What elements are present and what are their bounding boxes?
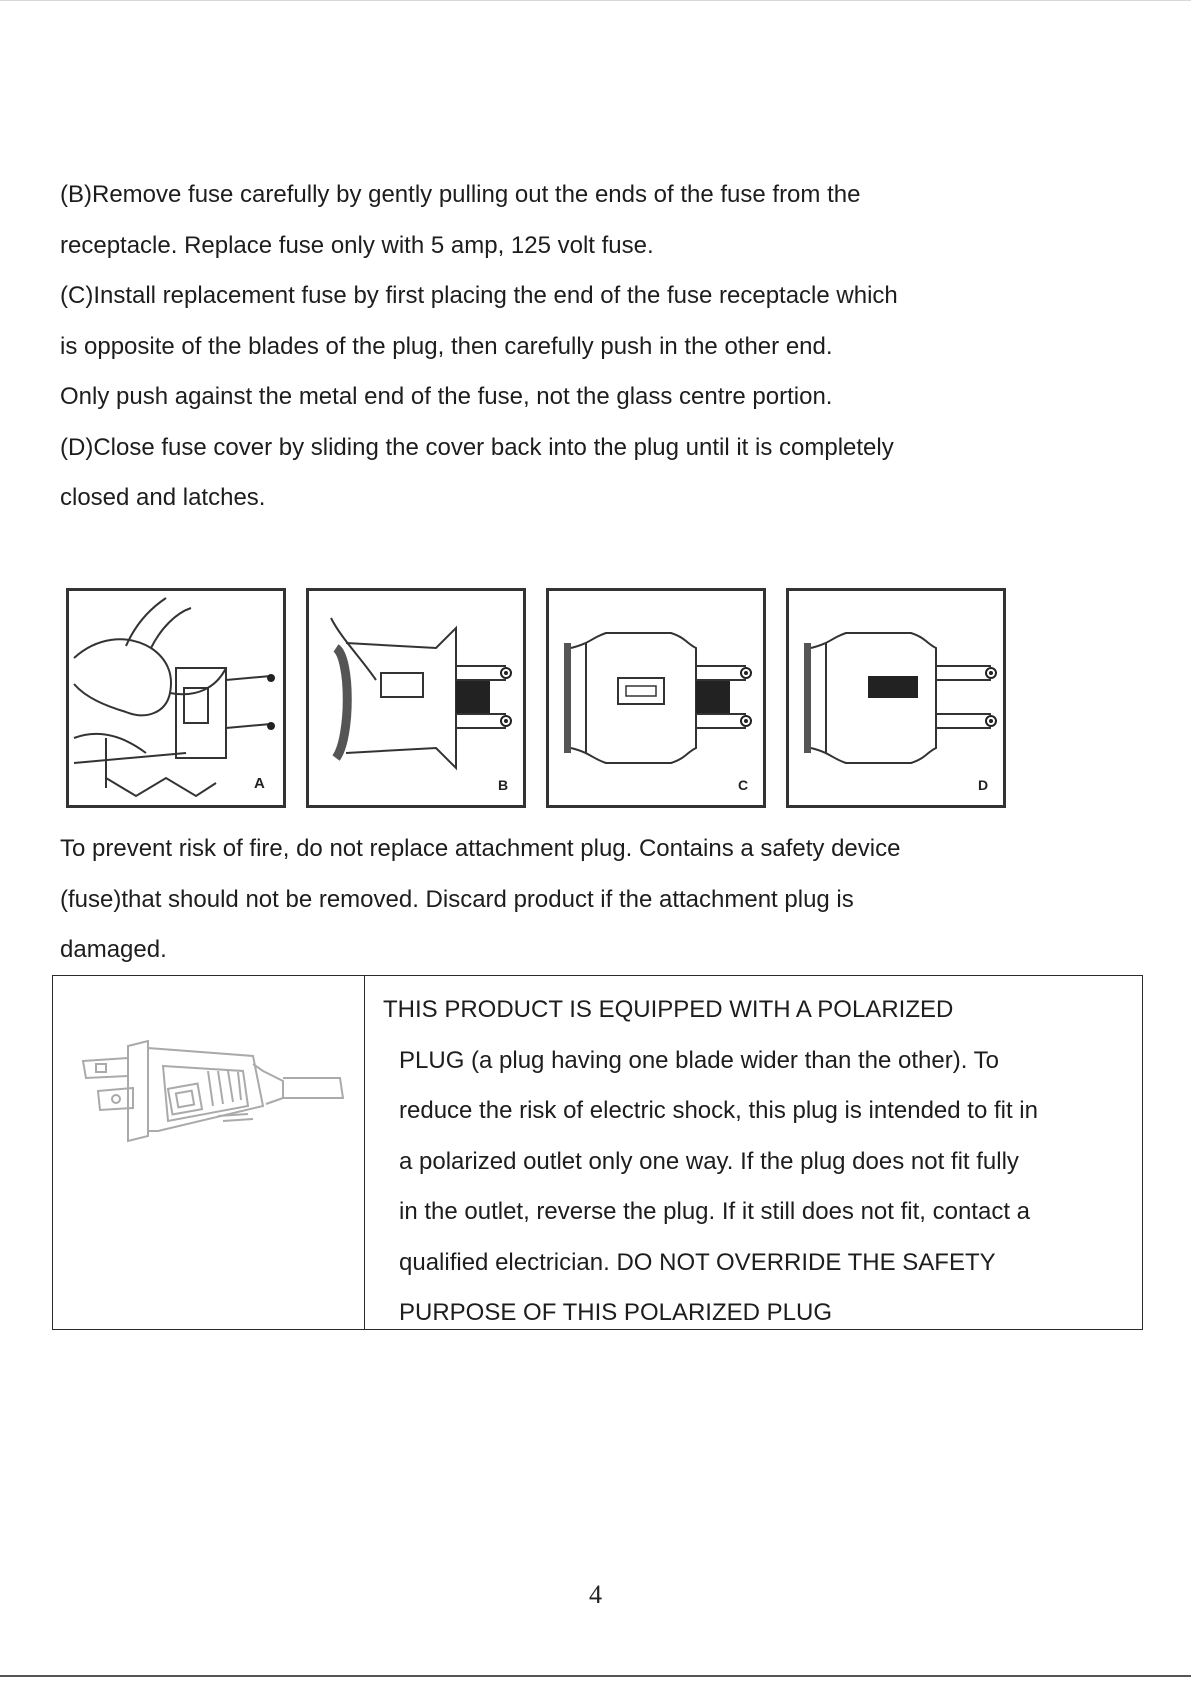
warning-line: damaged. [60,936,167,963]
fire-warning [60,824,1060,976]
instruction-line: (D)Close fuse cover by sliding the cover back into the plug until it is completely [60,433,894,461]
polarized-line: PLUG (a plug having one blade wider than the other). To [399,1046,999,1074]
figure-a-label: A [254,775,265,792]
figure-a [66,588,286,808]
polarized-plug-box [52,975,1143,1330]
bottom-border [0,1675,1191,1677]
plug-icon [78,1036,348,1156]
polarized-line: PURPOSE OF THIS POLARIZED PLUG [399,1299,832,1326]
figure-d-label: D [978,777,989,793]
instruction-line: receptacle. Replace fuse only with 5 amp, 125 volt fuse. [60,231,654,259]
polarized-line: THIS PRODUCT IS EQUIPPED WITH A POLARIZED [383,996,954,1023]
warning-line: To prevent risk of fire, do not replace attachment plug. Contains a safety device [60,835,901,862]
polarized-line: qualified electrician. DO NOT OVERRIDE THE SAFETY [399,1248,996,1276]
figure-d [786,588,1006,808]
fuse-replacement-figures [66,588,1006,808]
figure-c [546,588,766,808]
instruction-line: (B)Remove fuse carefully by gently pulling out the ends of the fuse from the [60,181,861,208]
warning-line: (fuse)that should not be removed. Discard product if the attachment plug is [60,885,854,913]
polarized-line: a polarized outlet only one way. If the plug does not fit fully [399,1147,1019,1175]
figure-b [306,588,526,808]
polarized-plug-text [383,985,1133,1339]
instruction-line: closed and latches. [60,484,266,511]
polarized-line: in the outlet, reverse the plug. If it still does not fit, contact a [399,1198,1031,1225]
polarized-plug-illustration [53,976,365,1329]
instruction-line: (C)Install replacement fuse by first placing the end of the fuse receptacle which [60,282,898,309]
figure-b-label: B [498,777,509,793]
instruction-line: Only push against the metal end of the fuse, not the glass centre portion. [60,383,833,410]
figure-c-label: C [738,777,749,793]
fuse-instructions [60,170,1060,524]
instruction-line: is opposite of the blades of the plug, then carefully push in the other end. [60,332,833,360]
polarized-line: reduce the risk of electric shock, this plug is intended to fit in [399,1097,1038,1124]
top-border [0,0,1191,1]
page-number: 4 [589,1580,602,1609]
